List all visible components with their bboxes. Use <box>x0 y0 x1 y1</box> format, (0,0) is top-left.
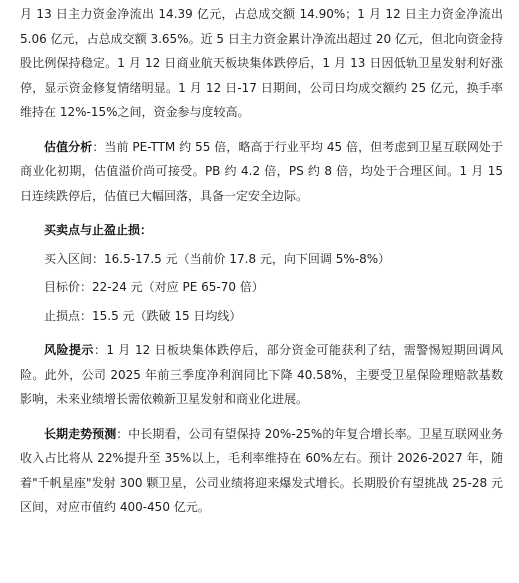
paragraph-capital-flow <box>20 2 503 125</box>
valuation-heading: 估值分析 <box>44 139 93 154</box>
risk-text: ：1 月 12 日板块集体跌停后，部分资金可能获利了结，需警惕短期回调风险。此外，公司 2025 年前三季度净利润同比下降 40.58%，主要受卫星保险理赔款基数影响，未来业绩增长需依赖新卫星发射和商业化进展。 <box>20 343 503 406</box>
target-price: 目标价：22-24 元（对应 PE 65-70 倍） <box>44 280 264 294</box>
trade-points-section <box>20 218 503 328</box>
trade-heading: 买卖点与止盈止损： <box>44 223 153 237</box>
paragraph-risk <box>20 338 503 412</box>
paragraph-outlook <box>20 422 503 520</box>
capital-flow-text: 月 13 日主力资金净流出 14.39 亿元，占总成交额 14.90%；1 月 12 日主力资金净流出 5.06 亿元，占总成交额 3.65%。近 5 日主力资金累计净流出超过 20 亿元，但北向资金持股比例保持稳定。1 月 12 日商业航天板块集体跌停后，1 月 13 日因低轨卫星发射利好涨停，显示资金修复情绪明显。1 月 12 日-17 日期间，公司日均成交额约 25 亿元，换手率维持在 12%-15%之间，资金参与度较高。 <box>20 7 503 119</box>
paragraph-valuation <box>20 135 503 209</box>
outlook-text: ：中长期看，公司有望保持 20%-25%的年复合增长率。卫星互联网业务收入占比将从 22%提升至 35%以上，毛利率维持在 60%左右。预计 2026-2027 年，随着"千帆星座"发射 300 颗卫星，公司业绩将迎来爆发式增长。长期股价有望挑战 25-28 元区间，对应市值约 400-450 亿元。 <box>20 426 503 514</box>
risk-heading: 风险提示 <box>44 343 94 357</box>
valuation-text: ：当前 PE-TTM 约 55 倍，略高于行业平均 45 倍，但考虑到卫星互联网处于商业化初期，估值溢价尚可接受。PB 约 4.2 倍，PS 约 8 倍，均处于合理区间。1 月 15 日连续跌停后，估值已大幅回落，具备一定安全边际。 <box>20 139 503 203</box>
buy-range: 买入区间：16.5-17.5 元（当前价 17.8 元，向下回调 5%-8%） <box>44 251 391 266</box>
stop-loss: 止损点：15.5 元（跌破 15 日均线） <box>44 308 242 323</box>
outlook-heading: 长期走势预测 <box>44 426 117 441</box>
